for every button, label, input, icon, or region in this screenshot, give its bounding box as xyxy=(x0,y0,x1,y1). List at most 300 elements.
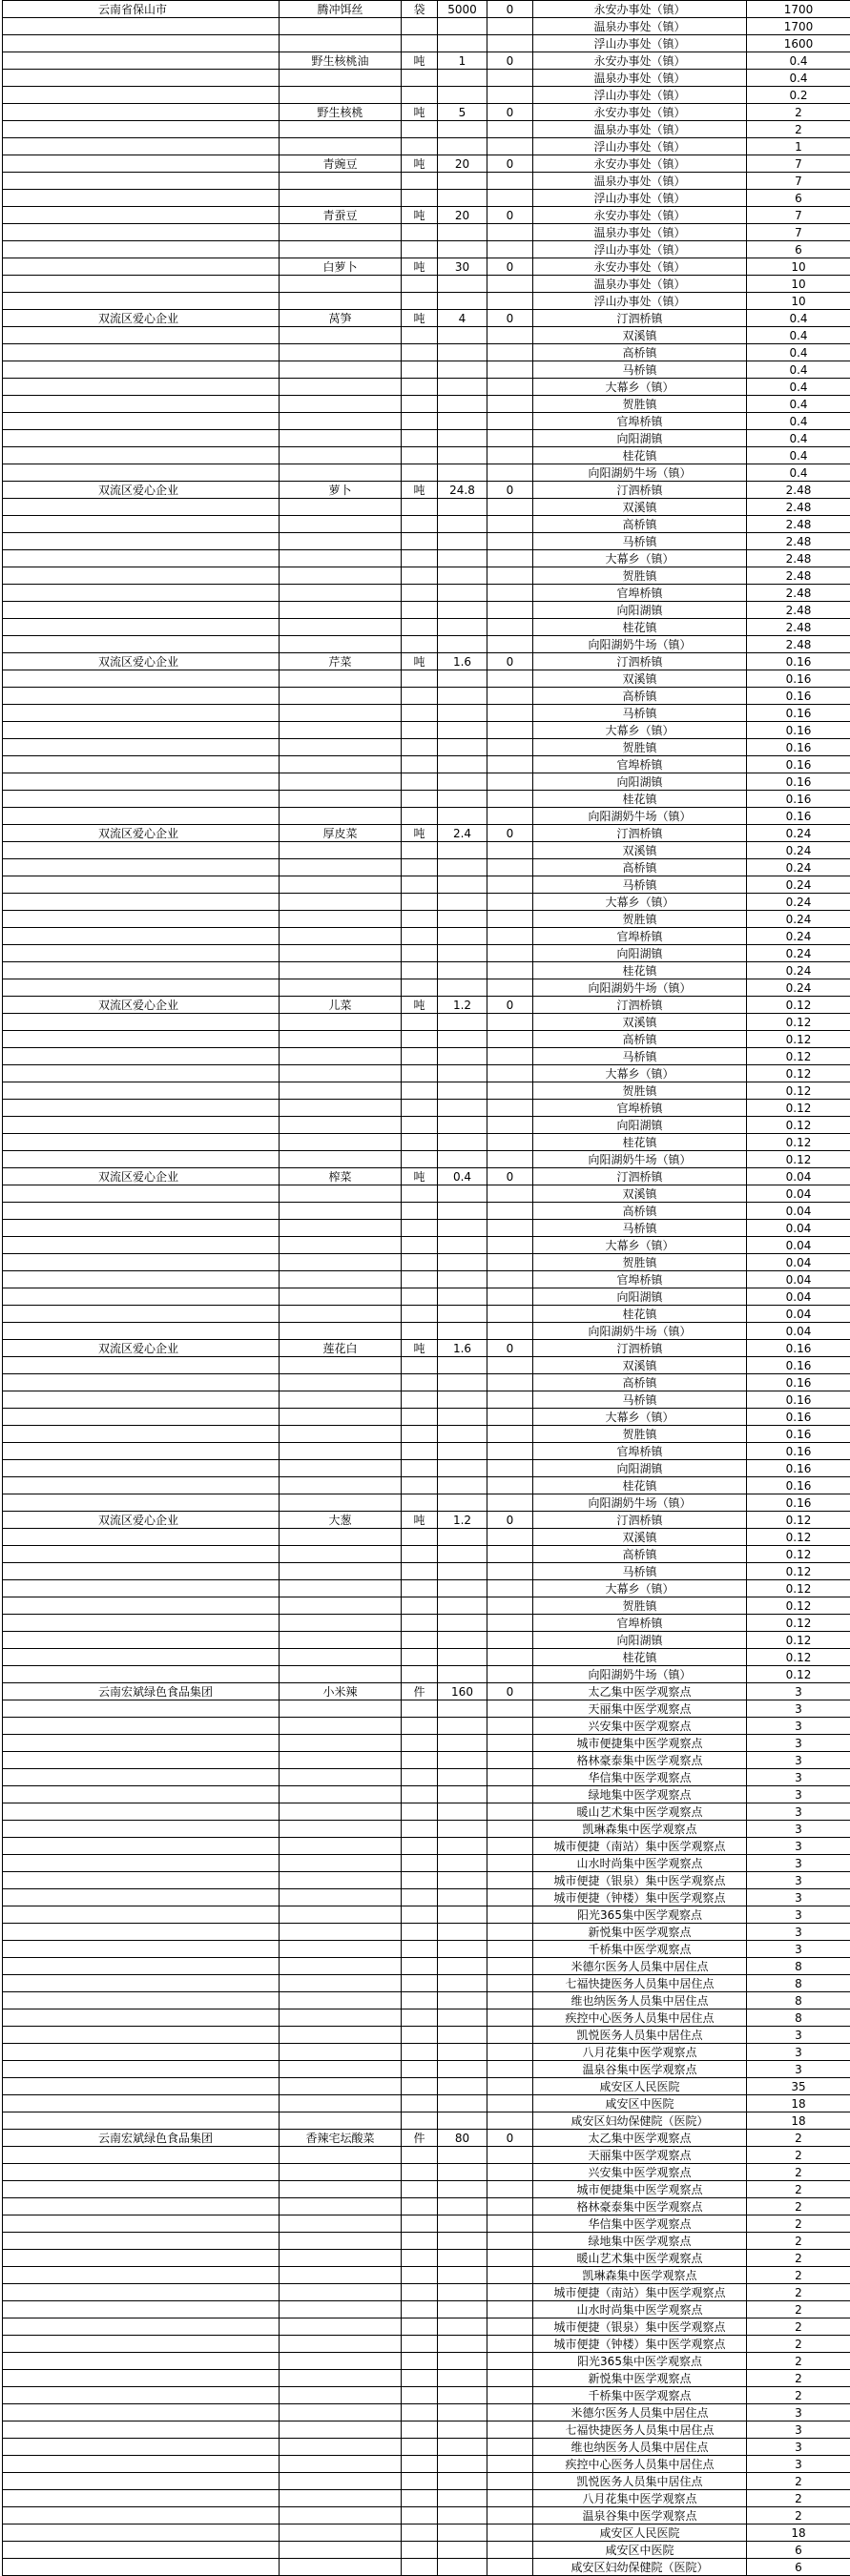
unit-cell xyxy=(402,447,438,464)
recipient-cell: 桂花镇 xyxy=(533,619,747,636)
item-name-cell xyxy=(280,413,402,430)
supplier-cell xyxy=(3,52,280,70)
total-quantity-cell xyxy=(438,2147,487,2164)
total-quantity-cell: 1.2 xyxy=(438,1512,487,1529)
secondary-quantity-cell xyxy=(487,2061,533,2078)
unit-cell xyxy=(402,2215,438,2233)
total-quantity-cell: 80 xyxy=(438,2130,487,2147)
supplier-cell xyxy=(3,2490,280,2507)
total-quantity-cell xyxy=(438,2301,487,2318)
unit-cell xyxy=(402,413,438,430)
secondary-quantity-cell xyxy=(487,1117,533,1134)
total-quantity-cell xyxy=(438,2267,487,2284)
supplier-cell xyxy=(3,876,280,894)
item-name-cell: 厚皮菜 xyxy=(280,825,402,842)
secondary-quantity-cell xyxy=(487,2559,533,2576)
item-name-cell: 儿菜 xyxy=(280,997,402,1014)
secondary-quantity-cell xyxy=(487,1941,533,1958)
allocation-cell: 0.16 xyxy=(747,688,850,705)
item-name-cell xyxy=(280,722,402,739)
allocation-cell: 0.24 xyxy=(747,859,850,876)
secondary-quantity-cell xyxy=(487,928,533,945)
secondary-quantity-cell xyxy=(487,1477,533,1494)
allocation-cell: 3 xyxy=(747,1924,850,1941)
table-row xyxy=(3,1477,850,1494)
total-quantity-cell: 1.6 xyxy=(438,1340,487,1357)
allocation-cell: 2 xyxy=(747,2473,850,2490)
total-quantity-cell: 24.8 xyxy=(438,482,487,499)
unit-cell xyxy=(402,1649,438,1666)
allocation-cell: 1700 xyxy=(747,1,850,18)
total-quantity-cell xyxy=(438,636,487,653)
table-row xyxy=(3,619,850,636)
item-name-cell xyxy=(280,567,402,585)
recipient-cell: 城市便捷（银泉）集中医学观察点 xyxy=(533,2318,747,2336)
allocation-cell: 1 xyxy=(747,138,850,155)
table-row xyxy=(3,258,850,276)
unit-cell xyxy=(402,2095,438,2112)
item-name-cell xyxy=(280,1082,402,1100)
supplier-cell xyxy=(3,1323,280,1340)
unit-cell xyxy=(402,396,438,413)
recipient-cell: 凯琳森集中医学观察点 xyxy=(533,2267,747,2284)
item-name-cell xyxy=(280,2318,402,2336)
recipient-cell: 温泉办事处（镇） xyxy=(533,121,747,138)
supplier-cell xyxy=(3,1615,280,1632)
secondary-quantity-cell xyxy=(487,1048,533,1065)
unit-cell xyxy=(402,293,438,310)
unit-cell xyxy=(402,1529,438,1546)
unit-cell xyxy=(402,2301,438,2318)
item-name-cell xyxy=(280,1391,402,1409)
unit-cell xyxy=(402,2284,438,2301)
unit-cell xyxy=(402,1100,438,1117)
table-row xyxy=(3,1683,850,1700)
item-name-cell xyxy=(280,859,402,876)
table-row xyxy=(3,1546,850,1563)
item-name-cell xyxy=(280,430,402,447)
total-quantity-cell xyxy=(438,619,487,636)
table-row xyxy=(3,808,850,825)
table-row xyxy=(3,104,850,121)
recipient-cell: 向阳湖奶牛场（镇） xyxy=(533,979,747,997)
table-row xyxy=(3,173,850,190)
table-row xyxy=(3,2250,850,2267)
total-quantity-cell xyxy=(438,756,487,773)
supplier-cell xyxy=(3,87,280,104)
total-quantity-cell xyxy=(438,1872,487,1889)
item-name-cell xyxy=(280,1769,402,1786)
item-name-cell xyxy=(280,1220,402,1237)
supplier-cell xyxy=(3,1992,280,2009)
allocation-cell: 0.16 xyxy=(747,739,850,756)
unit-cell xyxy=(402,1838,438,1855)
supplier-cell xyxy=(3,585,280,602)
secondary-quantity-cell xyxy=(487,876,533,894)
total-quantity-cell xyxy=(438,276,487,293)
secondary-quantity-cell xyxy=(487,447,533,464)
unit-cell xyxy=(402,688,438,705)
table-row xyxy=(3,1460,850,1477)
secondary-quantity-cell xyxy=(487,636,533,653)
secondary-quantity-cell xyxy=(487,2370,533,2387)
table-row xyxy=(3,1323,850,1340)
allocation-cell: 8 xyxy=(747,1975,850,1992)
secondary-quantity-cell xyxy=(487,1992,533,2009)
total-quantity-cell xyxy=(438,138,487,155)
total-quantity-cell xyxy=(438,344,487,361)
supplier-cell xyxy=(3,2456,280,2473)
allocation-cell: 0.4 xyxy=(747,413,850,430)
supplier-cell xyxy=(3,35,280,52)
item-name-cell xyxy=(280,1546,402,1563)
allocation-cell: 18 xyxy=(747,2524,850,2542)
secondary-quantity-cell xyxy=(487,2542,533,2559)
allocation-cell: 0.4 xyxy=(747,430,850,447)
secondary-quantity-cell xyxy=(487,1529,533,1546)
table-row xyxy=(3,2044,850,2061)
recipient-cell: 咸安区妇幼保健院（医院） xyxy=(533,2559,747,2576)
allocation-cell: 2 xyxy=(747,2130,850,2147)
supplier-cell xyxy=(3,396,280,413)
allocation-cell: 0.12 xyxy=(747,1597,850,1615)
table-row xyxy=(3,705,850,722)
item-name-cell xyxy=(280,1615,402,1632)
recipient-cell: 高桥镇 xyxy=(533,516,747,533)
table-row xyxy=(3,2542,850,2559)
allocation-cell: 0.16 xyxy=(747,1443,850,1460)
recipient-cell: 凯琳森集中医学观察点 xyxy=(533,1821,747,1838)
supplier-cell xyxy=(3,1254,280,1271)
supplier-cell xyxy=(3,2250,280,2267)
unit-cell xyxy=(402,2336,438,2353)
secondary-quantity-cell xyxy=(487,2490,533,2507)
total-quantity-cell xyxy=(438,945,487,962)
table-row xyxy=(3,979,850,997)
table-row xyxy=(3,653,850,670)
recipient-cell: 温泉办事处（镇） xyxy=(533,173,747,190)
table-row xyxy=(3,2370,850,2387)
table-row xyxy=(3,1941,850,1958)
item-name-cell xyxy=(280,688,402,705)
allocation-cell: 3 xyxy=(747,1889,850,1906)
allocation-cell: 2.48 xyxy=(747,516,850,533)
unit-cell xyxy=(402,464,438,482)
total-quantity-cell xyxy=(438,1185,487,1203)
allocation-cell: 0.4 xyxy=(747,52,850,70)
recipient-cell: 新悦集中医学观察点 xyxy=(533,2370,747,2387)
total-quantity-cell xyxy=(438,894,487,911)
supplier-cell xyxy=(3,2027,280,2044)
unit-cell xyxy=(402,1597,438,1615)
table-row xyxy=(3,2421,850,2439)
recipient-cell: 山水时尚集中医学观察点 xyxy=(533,2301,747,2318)
secondary-quantity-cell xyxy=(487,2233,533,2250)
recipient-cell: 汀泗桥镇 xyxy=(533,653,747,670)
supplier-cell xyxy=(3,1735,280,1752)
allocation-cell: 2 xyxy=(747,2353,850,2370)
allocation-cell: 0.12 xyxy=(747,1666,850,1683)
unit-cell xyxy=(402,1031,438,1048)
total-quantity-cell xyxy=(438,516,487,533)
recipient-cell: 汀泗桥镇 xyxy=(533,1512,747,1529)
recipient-cell: 浮山办事处（镇） xyxy=(533,190,747,207)
total-quantity-cell xyxy=(438,2421,487,2439)
unit-cell xyxy=(402,1443,438,1460)
item-name-cell xyxy=(280,2250,402,2267)
item-name-cell xyxy=(280,1597,402,1615)
supplier-cell xyxy=(3,2336,280,2353)
unit-cell xyxy=(402,1477,438,1494)
recipient-cell: 马桥镇 xyxy=(533,361,747,379)
unit-cell xyxy=(402,1769,438,1786)
allocation-cell: 0.12 xyxy=(747,1082,850,1100)
allocation-cell: 2 xyxy=(747,2250,850,2267)
table-row xyxy=(3,894,850,911)
table-row xyxy=(3,1975,850,1992)
table-row xyxy=(3,997,850,1014)
total-quantity-cell xyxy=(438,2370,487,2387)
allocation-cell: 0.04 xyxy=(747,1237,850,1254)
supplier-cell xyxy=(3,705,280,722)
table-row xyxy=(3,739,850,756)
recipient-cell: 官埠桥镇 xyxy=(533,1443,747,1460)
table-row xyxy=(3,2215,850,2233)
total-quantity-cell xyxy=(438,2559,487,2576)
total-quantity-cell xyxy=(438,2078,487,2095)
secondary-quantity-cell xyxy=(487,1065,533,1082)
recipient-cell: 汀泗桥镇 xyxy=(533,997,747,1014)
secondary-quantity-cell: 0 xyxy=(487,104,533,121)
item-name-cell xyxy=(280,705,402,722)
table-row xyxy=(3,2353,850,2370)
table-row xyxy=(3,310,850,327)
item-name-cell xyxy=(280,121,402,138)
item-name-cell xyxy=(280,1185,402,1203)
total-quantity-cell xyxy=(438,567,487,585)
supplier-cell xyxy=(3,842,280,859)
item-name-cell xyxy=(280,1906,402,1924)
allocation-cell: 0.12 xyxy=(747,1048,850,1065)
recipient-cell: 桂花镇 xyxy=(533,1649,747,1666)
table-row xyxy=(3,121,850,138)
supplier-cell xyxy=(3,894,280,911)
total-quantity-cell xyxy=(438,1048,487,1065)
unit-cell xyxy=(402,670,438,688)
supplier-cell xyxy=(3,121,280,138)
unit-cell xyxy=(402,722,438,739)
recipient-cell: 向阳湖镇 xyxy=(533,1632,747,1649)
recipient-cell: 千桥集中医学观察点 xyxy=(533,1941,747,1958)
recipient-cell: 七福快捷医务人员集中居住点 xyxy=(533,1975,747,1992)
total-quantity-cell xyxy=(438,1220,487,1237)
total-quantity-cell xyxy=(438,1134,487,1151)
item-name-cell xyxy=(280,2061,402,2078)
unit-cell xyxy=(402,894,438,911)
table-row xyxy=(3,190,850,207)
supplier-cell xyxy=(3,276,280,293)
recipient-cell: 马桥镇 xyxy=(533,1563,747,1580)
recipient-cell: 华信集中医学观察点 xyxy=(533,1769,747,1786)
secondary-quantity-cell xyxy=(487,35,533,52)
supplier-cell xyxy=(3,688,280,705)
unit-cell xyxy=(402,2387,438,2404)
secondary-quantity-cell xyxy=(487,1254,533,1271)
allocation-cell: 0.24 xyxy=(747,911,850,928)
allocation-cell: 1700 xyxy=(747,18,850,35)
table-row xyxy=(3,962,850,979)
secondary-quantity-cell: 0 xyxy=(487,207,533,224)
total-quantity-cell xyxy=(438,1580,487,1597)
recipient-cell: 双溪镇 xyxy=(533,842,747,859)
total-quantity-cell xyxy=(438,1889,487,1906)
item-name-cell xyxy=(280,2524,402,2542)
allocation-cell: 0.24 xyxy=(747,928,850,945)
unit-cell xyxy=(402,361,438,379)
supplier-cell: 双流区爱心企业 xyxy=(3,997,280,1014)
item-name-cell: 青蚕豆 xyxy=(280,207,402,224)
supplier-cell xyxy=(3,619,280,636)
recipient-cell: 向阳湖镇 xyxy=(533,1288,747,1306)
item-name-cell xyxy=(280,1529,402,1546)
recipient-cell: 城市便捷（钟楼）集中医学观察点 xyxy=(533,2336,747,2353)
table-row xyxy=(3,1203,850,1220)
recipient-cell: 大幕乡（镇） xyxy=(533,1580,747,1597)
supplier-cell: 双流区爱心企业 xyxy=(3,1340,280,1357)
secondary-quantity-cell: 0 xyxy=(487,52,533,70)
unit-cell xyxy=(402,1323,438,1340)
unit-cell: 吨 xyxy=(402,997,438,1014)
item-name-cell xyxy=(280,962,402,979)
table-row xyxy=(3,379,850,396)
item-name-cell xyxy=(280,2181,402,2198)
secondary-quantity-cell xyxy=(487,2524,533,2542)
item-name-cell xyxy=(280,1803,402,1821)
recipient-cell: 凯悦医务人员集中居住点 xyxy=(533,2027,747,2044)
allocation-cell: 0.24 xyxy=(747,825,850,842)
item-name-cell xyxy=(280,1992,402,2009)
recipient-cell: 向阳湖镇 xyxy=(533,773,747,791)
total-quantity-cell xyxy=(438,499,487,516)
supplier-cell xyxy=(3,1220,280,1237)
item-name-cell xyxy=(280,636,402,653)
allocation-cell: 0.04 xyxy=(747,1185,850,1203)
item-name-cell xyxy=(280,1426,402,1443)
allocation-cell: 0.04 xyxy=(747,1168,850,1185)
total-quantity-cell xyxy=(438,1254,487,1271)
item-name-cell xyxy=(280,1014,402,1031)
unit-cell xyxy=(402,2318,438,2336)
allocation-cell: 2.48 xyxy=(747,482,850,499)
secondary-quantity-cell xyxy=(487,1958,533,1975)
total-quantity-cell xyxy=(438,2456,487,2473)
table-row xyxy=(3,2027,850,2044)
recipient-cell: 汀泗桥镇 xyxy=(533,482,747,499)
unit-cell xyxy=(402,1203,438,1220)
item-name-cell xyxy=(280,1460,402,1477)
supplier-cell xyxy=(3,739,280,756)
secondary-quantity-cell xyxy=(487,2353,533,2370)
allocation-cell: 2 xyxy=(747,2164,850,2181)
total-quantity-cell xyxy=(438,1477,487,1494)
allocation-cell: 2.48 xyxy=(747,619,850,636)
supplier-cell xyxy=(3,1357,280,1374)
total-quantity-cell xyxy=(438,327,487,344)
allocation-cell: 0.12 xyxy=(747,1117,850,1134)
allocation-cell: 0.12 xyxy=(747,1649,850,1666)
allocation-cell: 10 xyxy=(747,276,850,293)
total-quantity-cell xyxy=(438,859,487,876)
secondary-quantity-cell xyxy=(487,413,533,430)
secondary-quantity-cell xyxy=(487,1443,533,1460)
total-quantity-cell xyxy=(438,739,487,756)
recipient-cell: 天丽集中医学观察点 xyxy=(533,1700,747,1718)
unit-cell xyxy=(402,1065,438,1082)
item-name-cell xyxy=(280,464,402,482)
distribution-table xyxy=(2,0,850,2576)
table-row xyxy=(3,585,850,602)
allocation-cell: 18 xyxy=(747,2095,850,2112)
secondary-quantity-cell xyxy=(487,293,533,310)
table-row xyxy=(3,1168,850,1185)
supplier-cell xyxy=(3,1306,280,1323)
supplier-cell xyxy=(3,1580,280,1597)
recipient-cell: 高桥镇 xyxy=(533,1203,747,1220)
secondary-quantity-cell xyxy=(487,2027,533,2044)
item-name-cell xyxy=(280,945,402,962)
total-quantity-cell xyxy=(438,190,487,207)
item-name-cell: 莲花白 xyxy=(280,1340,402,1357)
allocation-cell: 10 xyxy=(747,293,850,310)
item-name-cell xyxy=(280,2267,402,2284)
unit-cell xyxy=(402,2404,438,2421)
total-quantity-cell xyxy=(438,293,487,310)
recipient-cell: 新悦集中医学观察点 xyxy=(533,1924,747,1941)
unit-cell xyxy=(402,18,438,35)
allocation-cell: 2.48 xyxy=(747,550,850,567)
item-name-cell xyxy=(280,2164,402,2181)
recipient-cell: 汀泗桥镇 xyxy=(533,310,747,327)
supplier-cell xyxy=(3,1786,280,1803)
supplier-cell xyxy=(3,1597,280,1615)
allocation-cell: 0.24 xyxy=(747,979,850,997)
secondary-quantity-cell xyxy=(487,619,533,636)
unit-cell xyxy=(402,842,438,859)
table-row xyxy=(3,2078,850,2095)
table-row xyxy=(3,2318,850,2336)
unit-cell xyxy=(402,602,438,619)
total-quantity-cell xyxy=(438,1323,487,1340)
total-quantity-cell xyxy=(438,1014,487,1031)
allocation-cell: 8 xyxy=(747,2009,850,2027)
allocation-cell: 2.48 xyxy=(747,585,850,602)
unit-cell xyxy=(402,791,438,808)
unit-cell xyxy=(402,2061,438,2078)
unit-cell xyxy=(402,1615,438,1632)
supplier-cell xyxy=(3,859,280,876)
secondary-quantity-cell: 0 xyxy=(487,155,533,173)
supplier-cell xyxy=(3,1649,280,1666)
supplier-cell xyxy=(3,791,280,808)
item-name-cell xyxy=(280,361,402,379)
item-name-cell xyxy=(280,2473,402,2490)
recipient-cell: 双溪镇 xyxy=(533,327,747,344)
recipient-cell: 大幕乡（镇） xyxy=(533,1065,747,1082)
recipient-cell: 马桥镇 xyxy=(533,1220,747,1237)
supplier-cell xyxy=(3,1889,280,1906)
secondary-quantity-cell xyxy=(487,173,533,190)
secondary-quantity-cell xyxy=(487,2439,533,2456)
